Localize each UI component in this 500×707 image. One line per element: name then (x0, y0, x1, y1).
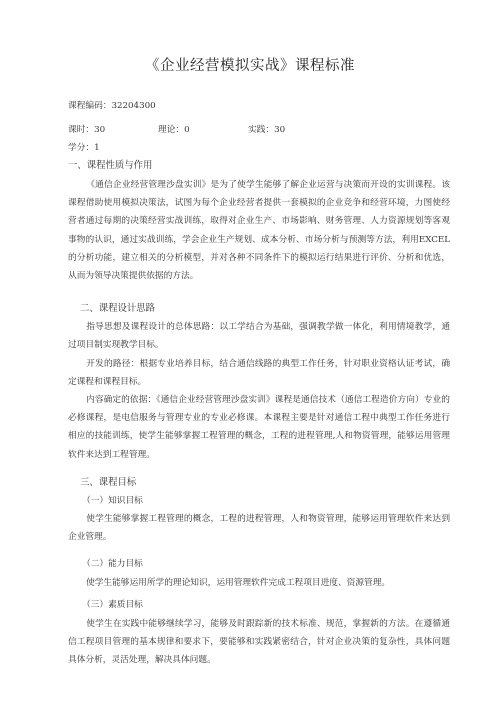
section-2-paragraph-1 (68, 318, 450, 354)
hours-theory: 理论：0 (158, 125, 190, 135)
section-3-sub-3: （三）素质目标 (82, 600, 143, 610)
section-3-text-3: 使学生在实践中能够继续学习，能够及时跟踪新的技术标准、规范，掌握新的方法。在遵循通信工程项目管理的基本规律和要求下，要能够和实践紧密结合，针对企业决策的复杂性，具体问题具体分析，灵活处理，解决具体问题。 (68, 619, 450, 666)
section-3-paragraph-3 (68, 615, 450, 670)
section-1-text: 《通信企业经营管理沙盘实训》是为了使学生能够了解企业运营与决策而开设的实训课程。该课程借助使用模拟决策法，试图为每个企业经营者提供一套模拟的企业竞争和经营环境，力图使经营者通过每期的决策经营实战训练，取得对企业生产、市场影响、财务管理、人力资源规划等客观事物的认识，通过实战训练，学会企业生产规划、成本分析、市场分析与预测等方法，利用EXCEL的分析功能，建立相关的分析模型，并对各种不同条件下的模拟运行结果进行评价、分析和优选，从而为领导决策提供依据的方法。 (68, 180, 450, 282)
section-2-paragraph-3 (68, 391, 450, 464)
course-code: 课程编码：32204300 (68, 101, 156, 111)
document-title: 《企业经营模拟实战》课程标准 (145, 58, 355, 74)
section-1-paragraph (68, 176, 450, 285)
section-2-text-1: 指导思想及课程设计的总体思路：以工学结合为基础，强调教学做一体化，利用情境教学，通过项目制实现教学目标。 (68, 322, 450, 351)
section-2-text-2: 开发的路径：根据专业培养目标，结合通信线路的典型工作任务，针对职业资格认证考试，确定课程和课程目标。 (68, 359, 450, 388)
section-3-text-1: 使学生能够掌握工程管理的概念，工程的进程管理，人和物资管理，能够运用管理软件来达到企业管理。 (68, 514, 450, 543)
credits: 学分：1 (68, 143, 100, 153)
section-1-heading: 一、课程性质与作用 (68, 160, 153, 171)
section-3-sub-1: （一）知识目标 (82, 496, 143, 506)
hours-total: 课时：30 (68, 125, 106, 135)
section-3-paragraph-1 (68, 510, 450, 546)
section-3-sub-2: （二）能力目标 (82, 559, 143, 569)
section-3-paragraph-2 (68, 574, 450, 592)
section-2-text-3: 内容确定的依据：《通信企业经营管理沙盘实训》课程是通信技术（通信工程造价方向）专业的必修课程，是电信服务与管理专业的专业必修课。本课程主要是针对通信工程中典型工作任务进行相应的技能训练，使学生能够掌握工程管理的概念，工程的进程管理,人和物资管理，能够运用管理软件来达到工程管理。 (68, 395, 450, 460)
hours-practice: 实践：30 (248, 125, 286, 135)
section-2-heading: 二、课程设计思路 (80, 303, 156, 314)
section-3-text-2: 使学生能够运用所学的理论知识，运用管理软件完成工程项目进度、资源管理。 (86, 578, 391, 588)
section-3-heading: 三、课程目标 (80, 477, 137, 488)
section-2-paragraph-2 (68, 355, 450, 391)
